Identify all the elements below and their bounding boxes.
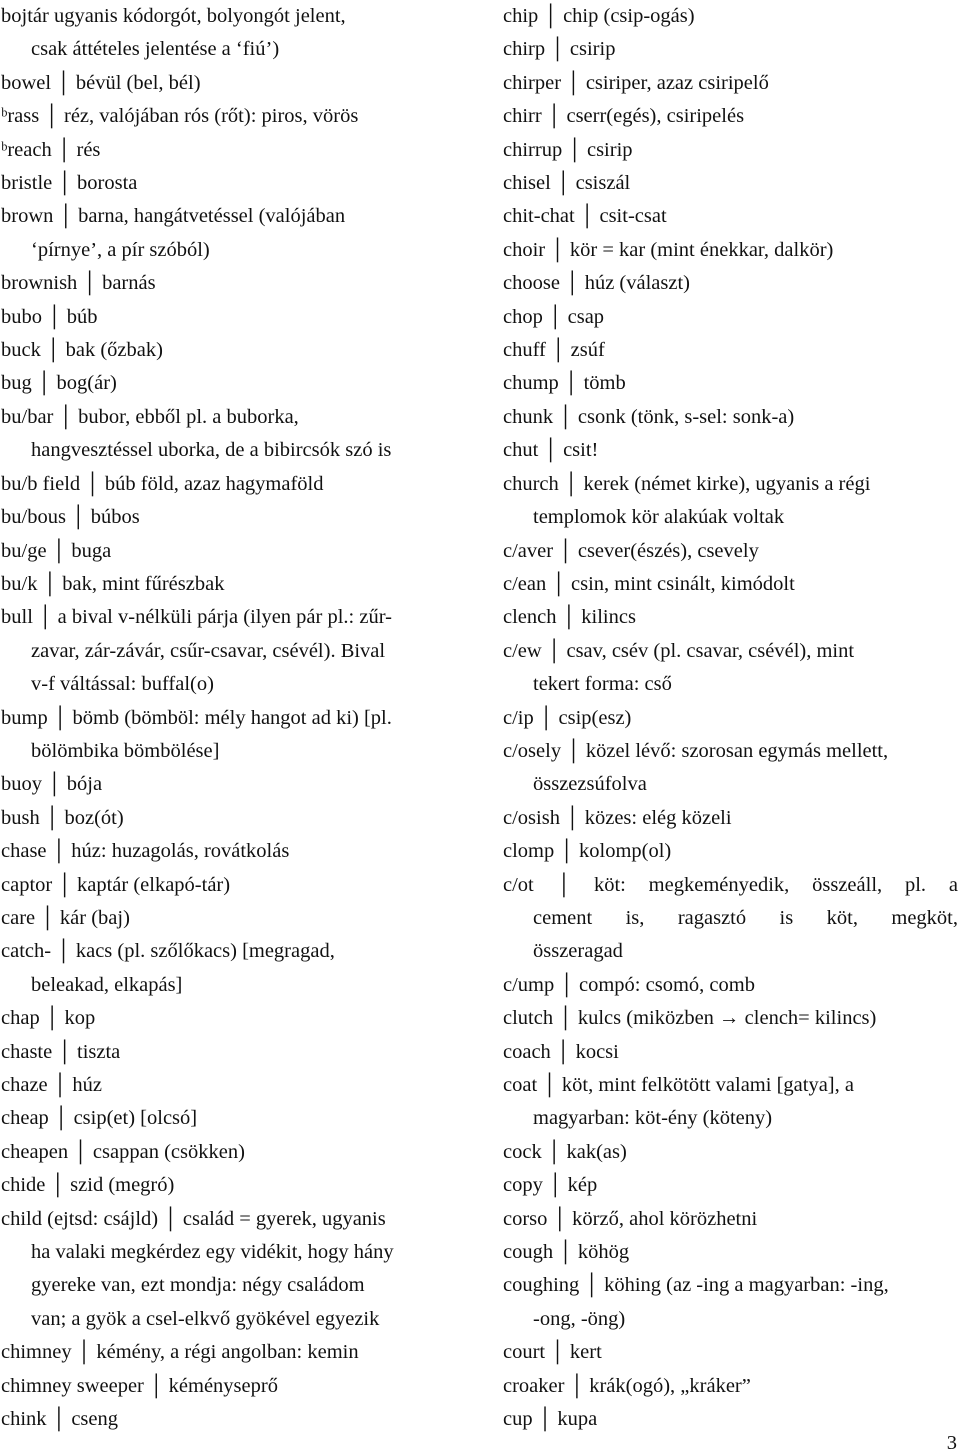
dictionary-entry <box>503 434 958 467</box>
entry-line: chut │ csit! <box>503 439 599 462</box>
entry-line: cement is, ragasztó is köt, megköt, <box>533 906 958 929</box>
dictionary-entry <box>503 1236 958 1269</box>
entry-line: beleakad, elkapás] <box>31 973 183 996</box>
entry-line: ha valaki megkérdez egy vidékit, hogy hány <box>31 1241 394 1264</box>
entry-line: c/osish │ közes: elég közeli <box>503 806 732 829</box>
dictionary-entry <box>1 200 471 267</box>
dictionary-entry <box>503 367 958 400</box>
entry-line: cheap │ csip(et) [olcsó] <box>1 1107 198 1130</box>
entry-line: bush │ boz(ót) <box>1 806 124 829</box>
entry-line: tekert forma: cső <box>533 673 672 696</box>
entry-line: cough │ köhög <box>503 1241 630 1263</box>
dictionary-entry <box>1 1336 471 1369</box>
dictionary-entry <box>503 167 958 200</box>
dictionary-entry <box>503 835 958 868</box>
dictionary-entry <box>503 401 958 434</box>
dictionary-entry <box>503 601 958 634</box>
entry-line: c/ean │ csin, mint csinált, kimódolt <box>503 572 795 595</box>
dictionary-entry <box>503 869 958 969</box>
dictionary-entry <box>1 401 471 468</box>
entry-line: copy │ kép <box>503 1174 598 1197</box>
dictionary-entry <box>1 902 471 935</box>
dictionary-entry <box>1 501 471 534</box>
dictionary-entry <box>503 134 958 167</box>
dictionary-entry <box>1 768 471 801</box>
entry-line: -ong, -öng) <box>533 1307 626 1330</box>
entry-line: croaker │ krák(ogó), „kráker” <box>503 1374 751 1397</box>
entry-line: zavar, zár-závár, csűr-csavar, csévél). Bival <box>31 639 386 662</box>
entry-line: brown │ barna, hangátvetéssel (valójában <box>1 205 346 228</box>
entry-line: c/ump │ compó: csomó, comb <box>503 973 755 996</box>
dictionary-entry <box>1 267 471 300</box>
entry-line: coach │ kocsi <box>503 1040 619 1063</box>
dictionary-entry <box>503 1269 958 1336</box>
entry-line: choose │ húz (választ) <box>503 272 690 295</box>
entry-line: chaste │ tiszta <box>1 1040 121 1063</box>
entry-line: összeragad <box>533 940 623 963</box>
entry-line: bull │ a bival v-nélküli párja (ilyen pár pl.: zűr- <box>1 606 392 629</box>
dictionary-entry <box>1 1203 471 1337</box>
entry-line: clomp │ kolomp(ol) <box>503 840 672 863</box>
entry-line: chisel │ csiszál <box>503 172 631 195</box>
entry-line: court │ kert <box>503 1341 602 1364</box>
dictionary-entry <box>1 601 471 701</box>
entry-line: bu/b field │ búb föld, azaz hagymaföld <box>1 472 324 495</box>
dictionary-entry <box>1 1102 471 1135</box>
entry-line: coat │ köt, mint felkötött valami [gatya], a <box>503 1073 854 1096</box>
dictionary-entry <box>1 1036 471 1069</box>
entry-line: cup │ kupa <box>503 1408 598 1431</box>
entry-line: bump │ bömb (bömböl: mély hangot ad ki) [pl. <box>1 706 392 729</box>
entry-line: church │ kerek (német kirke), ugyanis a régi <box>503 472 871 495</box>
entry-line: bu/k │ bak, mint fűrészbak <box>1 572 225 595</box>
entry-line: captor │ kaptár (elkapó-tár) <box>1 873 231 896</box>
right-column <box>503 0 958 1436</box>
dictionary-entry <box>1 1370 471 1403</box>
entry-line: child (ejtsd: csájld) │ család = gyerek, ugyanis <box>1 1207 386 1230</box>
dictionary-entry <box>1 367 471 400</box>
entry-line: bubo │ búb <box>1 305 98 328</box>
entry-line: c/ew │ csav, csév (pl. csavar, csévél), mint <box>503 639 855 662</box>
dictionary-entry <box>1 702 471 769</box>
entry-line: c/ip │ csip(esz) <box>503 706 632 729</box>
dictionary-entry <box>1 1169 471 1202</box>
entry-line: chump │ tömb <box>503 372 626 395</box>
entry-line: catch- │ kacs (pl. szőlőkacs) [megragad, <box>1 940 335 963</box>
entry-line: bug │ bog(ár) <box>1 372 117 395</box>
dictionary-entry <box>503 1169 958 1202</box>
entry-line: buoy │ bója <box>1 773 103 796</box>
dictionary-entry <box>503 568 958 601</box>
entry-line: chip │ chip (csip-ogás) <box>503 5 695 27</box>
dictionary-entry <box>503 234 958 267</box>
entry-line: chop │ csap <box>503 305 605 328</box>
dictionary-entry <box>503 1203 958 1236</box>
entry-line: v-f váltással: buffal(o) <box>31 673 214 696</box>
entry-line: ᵇrass │ réz, valójában rós (rőt): piros, vörös <box>1 105 359 128</box>
entry-line: chunk │ csonk (tönk, s-sel: sonk-a) <box>503 405 795 428</box>
dictionary-entry <box>1 568 471 601</box>
dictionary-entry <box>503 802 958 835</box>
dictionary-entry <box>1 1403 471 1436</box>
entry-line: brownish │ barnás <box>1 272 156 295</box>
entry-line: chimney sweeper │ kéményseprő <box>1 1374 278 1397</box>
dictionary-entry <box>503 635 958 702</box>
entry-line: chide │ szid (megró) <box>1 1174 175 1197</box>
dictionary-entry <box>503 702 958 735</box>
dictionary-entry <box>1 935 471 1002</box>
entry-line: c/osely │ közel lévő: szorosan egymás mellett, <box>503 739 889 762</box>
entry-line: corso │ körző, ahol körözhetni <box>503 1207 758 1230</box>
entry-line: összezsúfolva <box>533 773 647 796</box>
entry-line: bu/bar │ bubor, ebből pl. a buborka, <box>1 405 299 428</box>
entry-line: c/ot │ köt: megkeményedik, összeáll, pl. a <box>503 873 958 896</box>
dictionary-entry <box>503 1370 958 1403</box>
dictionary-entry <box>1 468 471 501</box>
dictionary-entry <box>503 1403 958 1436</box>
dictionary-entry <box>1 869 471 902</box>
left-column <box>1 0 471 1436</box>
entry-line: chirrup │ csirip <box>503 138 633 161</box>
entry-line: chase │ húz: huzagolás, rovátkolás <box>1 840 290 863</box>
dictionary-entry <box>503 735 958 802</box>
entry-line: clench │ kilincs <box>503 606 636 629</box>
dictionary-entry <box>1 802 471 835</box>
dictionary-entry <box>503 33 958 66</box>
entry-line: csak áttételes jelentése a ‘fiú’) <box>31 38 280 61</box>
entry-line: buck │ bak (őzbak) <box>1 339 163 362</box>
dictionary-entry <box>503 301 958 334</box>
entry-line: ᵇreach │ rés <box>1 138 101 161</box>
entry-line: bu/bous │ búbos <box>1 506 140 529</box>
dictionary-entry <box>503 1136 958 1169</box>
entry-line: chink │ cseng <box>1 1408 118 1431</box>
dictionary-entry <box>1 301 471 334</box>
dictionary-entry <box>503 200 958 233</box>
entry-line: chuff │ zsúf <box>503 339 605 362</box>
dictionary-entry <box>1 1002 471 1035</box>
entry-line: clutch │ kulcs (miközben → clench= kilincs) <box>503 1007 877 1030</box>
dictionary-entry <box>1 167 471 200</box>
entry-line: c/aver │ csever(észés), csevely <box>503 539 759 562</box>
dictionary-entry <box>503 1336 958 1369</box>
dictionary-entry <box>503 267 958 300</box>
dictionary-entry <box>1 334 471 367</box>
dictionary-entry <box>1 1136 471 1169</box>
dictionary-entry <box>1 835 471 868</box>
dictionary-entry <box>503 535 958 568</box>
dictionary-entry <box>1 100 471 133</box>
entry-line: bojtár ugyanis kódorgót, bolyongót jelent, <box>1 5 346 27</box>
entry-line: chit-chat │ csit-csat <box>503 205 667 228</box>
dictionary-entry <box>1 67 471 100</box>
entry-line: choir │ kör = kar (mint énekkar, dalkör) <box>503 238 834 261</box>
entry-line: van; a gyök a csel-elkvő gyökével egyezik <box>31 1307 380 1330</box>
entry-line: chirp │ csirip <box>503 38 616 61</box>
dictionary-entry <box>503 100 958 133</box>
dictionary-entry <box>503 969 958 1002</box>
dictionary-entry <box>1 0 471 67</box>
dictionary-entry <box>503 334 958 367</box>
dictionary-entry <box>503 0 958 33</box>
entry-line: coughing │ köhing (az -ing a magyarban: -ing, <box>503 1274 889 1297</box>
dictionary-entry <box>1 535 471 568</box>
dictionary-entry <box>503 468 958 535</box>
entry-line: bowel │ bévül (bel, bél) <box>1 71 201 94</box>
entry-line: chirr │ cserr(egés), csiripelés <box>503 105 745 128</box>
entry-line: chirper │ csiriper, azaz csiripelő <box>503 71 769 94</box>
entry-line: chap │ kop <box>1 1007 96 1030</box>
entry-line: templomok kör alakúak voltak <box>533 506 785 529</box>
entry-line: chimney │ kémény, a régi angolban: kemin <box>1 1341 359 1364</box>
entry-line: cock │ kak(as) <box>503 1140 627 1163</box>
entry-line: cheapen │ csappan (csökken) <box>1 1140 245 1163</box>
dictionary-entry <box>1 134 471 167</box>
page-number: 3 <box>946 1432 957 1454</box>
dictionary-entry <box>503 67 958 100</box>
entry-line: gyereke van, ezt mondja: négy családom <box>31 1274 365 1297</box>
entry-line: bölömbika bömbölése] <box>31 739 220 762</box>
dictionary-entry <box>1 1069 471 1102</box>
entry-line: bu/ge │ buga <box>1 539 112 562</box>
entry-line: care │ kár (baj) <box>1 906 130 929</box>
dictionary-entry <box>503 1036 958 1069</box>
entry-line: bristle │ borosta <box>1 172 138 195</box>
entry-line: chaze │ húz <box>1 1074 103 1096</box>
dictionary-entry <box>503 1002 958 1035</box>
entry-line: ‘pírnye’, a pír szóból) <box>31 238 210 261</box>
entry-line: magyarban: köt-ény (köteny) <box>533 1107 773 1130</box>
entry-line: hangvesztéssel uborka, de a bibircsók szó is <box>31 439 392 462</box>
dictionary-entry <box>503 1069 958 1136</box>
